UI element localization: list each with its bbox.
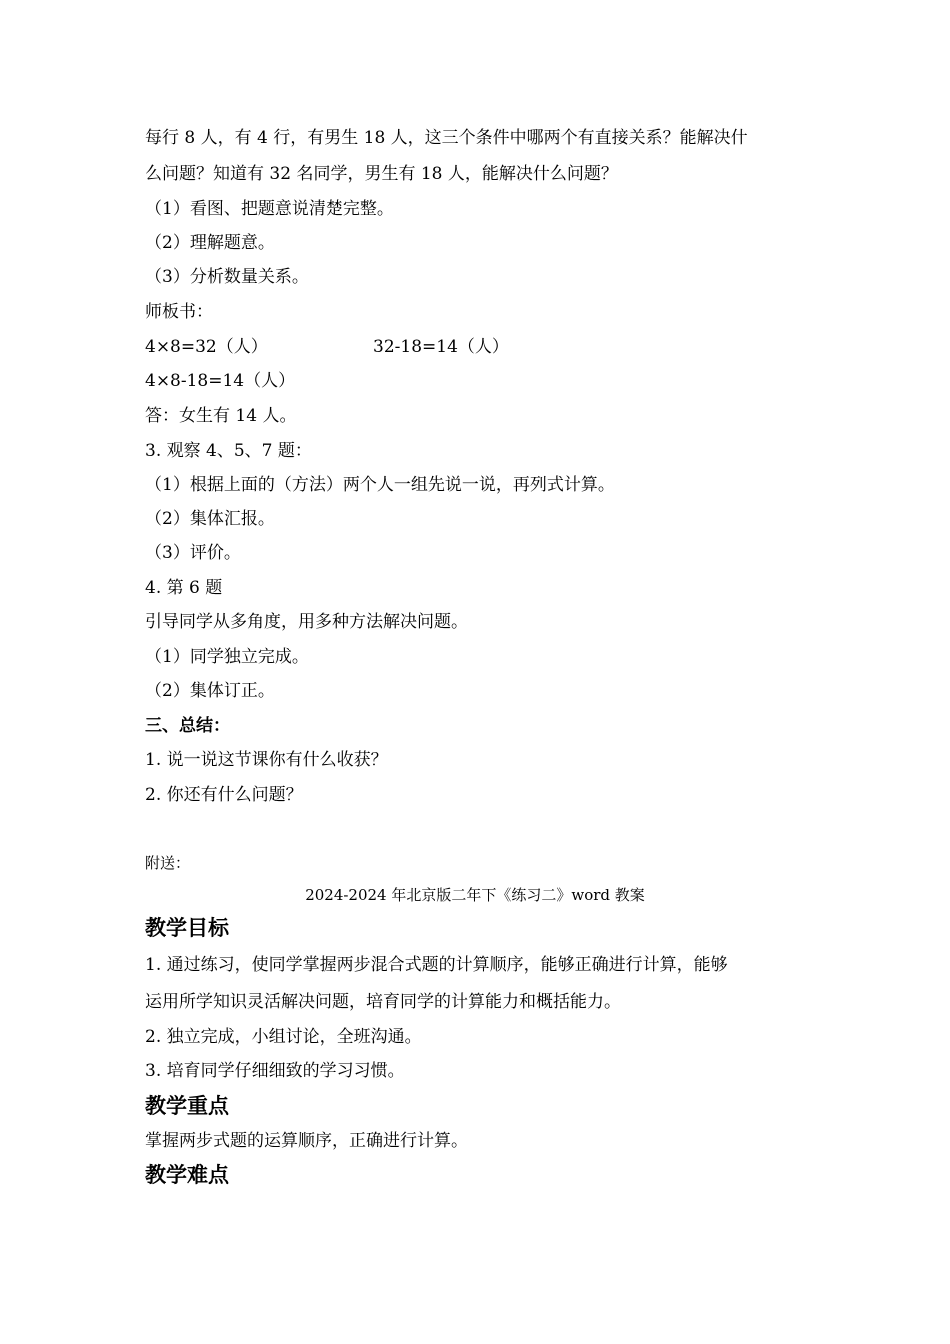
section-heading-summary: 三、总结： bbox=[145, 716, 230, 736]
paragraph-line: 运用所学知识灵活解决问题，培育同学的计算能力和概括能力。 bbox=[145, 992, 621, 1012]
section-heading-objectives: 教学目标 bbox=[145, 915, 229, 940]
list-item: 2. 你还有什么问题？ bbox=[145, 785, 303, 805]
document-subtitle: 2024-2024 年北京版二年下《练习二》word 教案 bbox=[305, 886, 645, 904]
section-heading-difficulties: 教学难点 bbox=[145, 1162, 229, 1187]
list-item: （3）评价。 bbox=[145, 543, 241, 563]
answer-line: 答：女生有 14 人。 bbox=[145, 406, 297, 426]
list-item: （1）同学独立完成。 bbox=[145, 647, 309, 667]
paragraph-line: 每行 8 人，有 4 行，有男生 18 人，这三个条件中哪两个有直接关系？能解决什 bbox=[145, 128, 748, 148]
board-label: 师板书： bbox=[145, 302, 213, 322]
paragraph-line: 么问题？知道有 32 名同学，男生有 18 人，能解决什么问题？ bbox=[145, 164, 618, 184]
list-item: （2）理解题意。 bbox=[145, 233, 275, 253]
formula: 32-18=14（人） bbox=[373, 337, 509, 357]
list-item: 3. 培育同学仔细细致的学习习惯。 bbox=[145, 1061, 405, 1081]
formula: 4×8=32（人） bbox=[145, 337, 268, 357]
list-item: 4. 第 6 题 bbox=[145, 578, 223, 598]
list-item: （2）集体订正。 bbox=[145, 681, 275, 701]
section-heading-key-points: 教学重点 bbox=[145, 1093, 229, 1118]
list-item: （1）根据上面的（方法）两个人一组先说一说，再列式计算。 bbox=[145, 475, 615, 495]
paragraph-line: 引导同学从多角度，用多种方法解决问题。 bbox=[145, 612, 468, 632]
list-item: 3. 观察 4、5、7 题： bbox=[145, 441, 312, 461]
list-item: （3）分析数量关系。 bbox=[145, 267, 309, 287]
formula: 4×8-18=14（人） bbox=[145, 371, 296, 391]
list-item: （1）看图、把题意说清楚完整。 bbox=[145, 199, 394, 219]
list-item: 1. 说一说这节课你有什么收获？ bbox=[145, 750, 388, 770]
list-item: 2. 独立完成，小组讨论，全班沟通。 bbox=[145, 1027, 422, 1047]
paragraph-line: 掌握两步式题的运算顺序，正确进行计算。 bbox=[145, 1131, 468, 1151]
appendix-label: 附送： bbox=[145, 854, 191, 872]
list-item: （2）集体汇报。 bbox=[145, 509, 275, 529]
paragraph-line: 1. 通过练习，使同学掌握两步混合式题的计算顺序，能够正确进行计算，能够 bbox=[145, 955, 728, 975]
